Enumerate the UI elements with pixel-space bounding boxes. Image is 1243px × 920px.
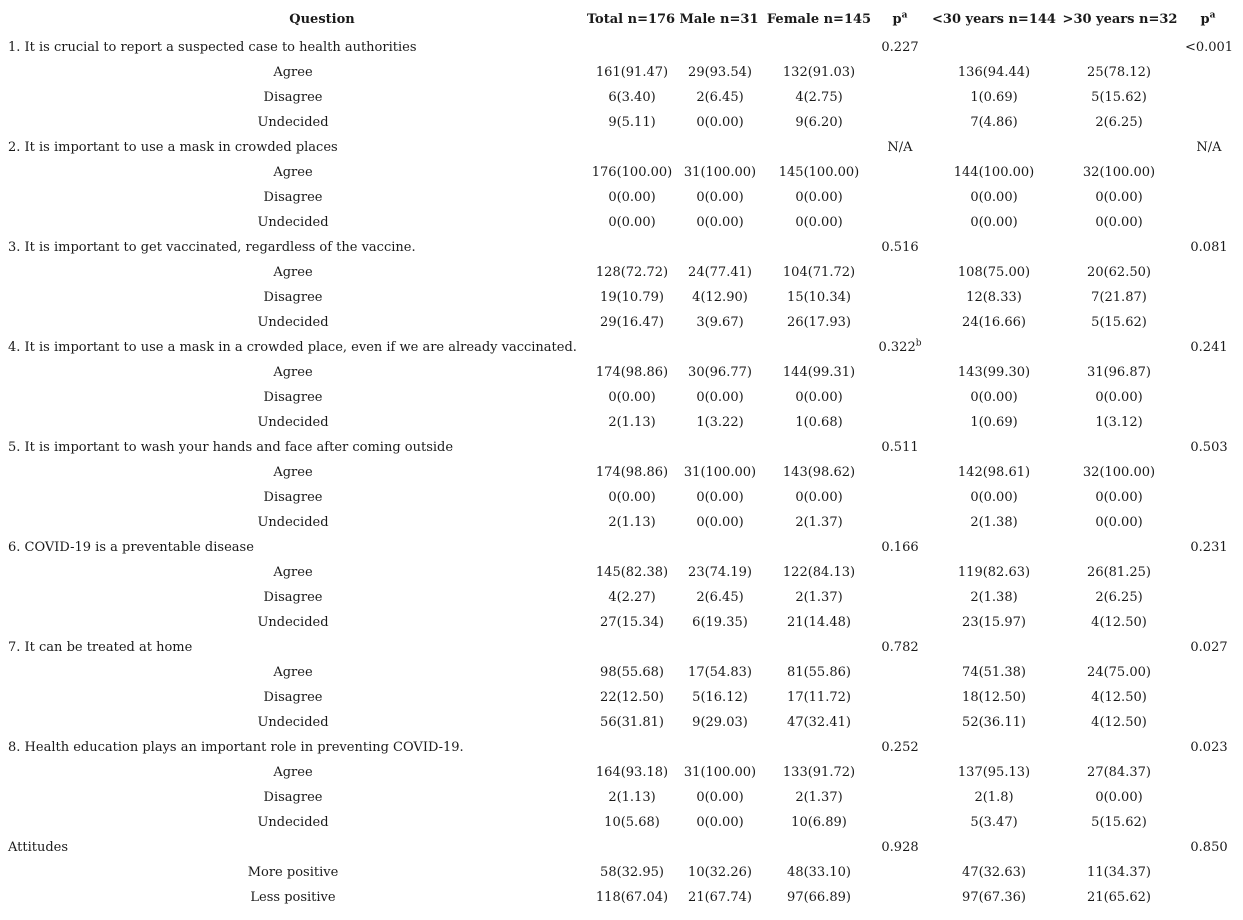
table-row: [0, 710, 1243, 735]
total-cell: 145(82.38): [595, 565, 669, 580]
over-30-cell: 2(6.25): [1095, 590, 1143, 605]
over-30-cell: 31(96.87): [1087, 365, 1151, 380]
question-text: 3. It is important to get vaccinated, regardless of the vaccine.: [8, 240, 416, 255]
female-cell: 144(99.31): [782, 365, 856, 380]
under-30-cell: 23(15.97): [962, 615, 1026, 630]
response-label: Agree: [273, 665, 313, 680]
female-cell: 0(0.00): [795, 190, 843, 205]
total-cell: 6(3.40): [608, 90, 656, 105]
male-cell: 2(6.45): [696, 590, 744, 605]
response-label: Undecided: [257, 215, 329, 230]
total-cell: 58(32.95): [600, 865, 664, 880]
table-row: [0, 360, 1243, 385]
over-30-cell: 5(15.62): [1091, 815, 1147, 830]
question-text: Attitudes: [8, 840, 69, 855]
response-label: More positive: [247, 865, 339, 880]
male-cell: 0(0.00): [696, 490, 744, 505]
question-text: 4. It is important to use a mask in a crowded place, even if we are already vaccinated.: [8, 340, 577, 355]
male-cell: 0(0.00): [696, 815, 744, 830]
header-p-age-label: p: [1200, 12, 1210, 27]
total-cell: 161(91.47): [595, 65, 669, 80]
male-cell: 1(3.22): [696, 415, 744, 430]
total-cell: 29(16.47): [600, 315, 664, 330]
over-30-cell: 0(0.00): [1095, 790, 1143, 805]
p-value-gender-sup: b: [915, 338, 922, 349]
under-30-cell: 2(1.8): [974, 790, 1014, 805]
question-text: 1. It is crucial to report a suspected case to health authorities: [8, 40, 417, 55]
under-30-cell: 5(3.47): [970, 815, 1018, 830]
over-30-cell: 0(0.00): [1095, 215, 1143, 230]
total-cell: 174(98.86): [595, 465, 669, 480]
response-label: Undecided: [257, 415, 329, 430]
over-30-cell: 4(12.50): [1091, 615, 1147, 630]
female-cell: 9(6.20): [795, 115, 843, 130]
response-label: Disagree: [263, 690, 323, 705]
over-30-cell: 25(78.12): [1087, 65, 1151, 80]
female-cell: 2(1.37): [795, 590, 843, 605]
table-row: [0, 810, 1243, 835]
male-cell: 0(0.00): [696, 515, 744, 530]
p-value-gender: [870, 435, 930, 460]
total-cell: 0(0.00): [608, 390, 656, 405]
table-row: [0, 210, 1243, 235]
male-cell: 30(96.77): [688, 365, 752, 380]
p-value-age: 0.231: [1190, 540, 1228, 555]
p-value-gender: [870, 35, 930, 60]
under-30-cell: 143(99.30): [957, 365, 1031, 380]
response-label: Disagree: [263, 90, 323, 105]
under-30-cell: 24(16.66): [962, 315, 1026, 330]
male-cell: 0(0.00): [696, 115, 744, 130]
table-row: [0, 585, 1243, 610]
p-value-gender-text: 0.322: [878, 340, 916, 355]
total-cell: 0(0.00): [608, 490, 656, 505]
response-label: Less positive: [250, 890, 336, 905]
question-text: 6. COVID-19 is a preventable disease: [8, 540, 254, 555]
under-30-cell: 119(82.63): [957, 565, 1031, 580]
p-value-gender-text: 0.166: [881, 540, 919, 555]
total-cell: 19(10.79): [600, 290, 664, 305]
male-cell: 24(77.41): [688, 265, 752, 280]
over-30-cell: 4(12.50): [1091, 690, 1147, 705]
under-30-cell: 1(0.69): [970, 415, 1018, 430]
under-30-cell: 12(8.33): [966, 290, 1022, 305]
male-cell: 0(0.00): [696, 190, 744, 205]
response-label: Disagree: [263, 190, 323, 205]
total-cell: 22(12.50): [600, 690, 664, 705]
question-text: 5. It is important to wash your hands and face after coming outside: [8, 440, 454, 455]
header-female: Female n=145: [766, 12, 872, 27]
p-value-age: 0.023: [1190, 740, 1228, 755]
response-label: Undecided: [257, 315, 329, 330]
under-30-cell: 0(0.00): [970, 190, 1018, 205]
over-30-cell: 26(81.25): [1087, 565, 1151, 580]
under-30-cell: 0(0.00): [970, 390, 1018, 405]
female-cell: 132(91.03): [782, 65, 856, 80]
total-cell: 2(1.13): [608, 415, 656, 430]
female-cell: 143(98.62): [782, 465, 856, 480]
female-cell: 97(66.89): [787, 890, 851, 905]
under-30-cell: 2(1.38): [970, 515, 1018, 530]
header-p-gender-sup: a: [901, 10, 908, 21]
question-text: 2. It is important to use a mask in crowded places: [8, 140, 338, 155]
table-row: [0, 760, 1243, 785]
response-label: Undecided: [257, 715, 329, 730]
p-value-gender: [870, 235, 930, 260]
header-total: Total n=176: [586, 12, 676, 27]
under-30-cell: 18(12.50): [962, 690, 1026, 705]
female-cell: 15(10.34): [787, 290, 851, 305]
under-30-cell: 47(32.63): [962, 865, 1026, 880]
over-30-cell: 4(12.50): [1091, 715, 1147, 730]
table-row: [0, 310, 1243, 335]
total-cell: 176(100.00): [591, 165, 673, 180]
male-cell: 2(6.45): [696, 90, 744, 105]
under-30-cell: 0(0.00): [970, 490, 1018, 505]
p-value-gender: [870, 135, 930, 160]
female-cell: 0(0.00): [795, 490, 843, 505]
female-cell: 26(17.93): [787, 315, 851, 330]
question-text: 8. Health education plays an important role in preventing COVID-19.: [8, 740, 464, 755]
female-cell: 122(84.13): [782, 565, 856, 580]
over-30-cell: 27(84.37): [1087, 765, 1151, 780]
over-30-cell: 7(21.87): [1091, 290, 1147, 305]
male-cell: 23(74.19): [688, 565, 752, 580]
total-cell: 118(67.04): [595, 890, 669, 905]
under-30-cell: 97(67.36): [962, 890, 1026, 905]
table-row: [0, 160, 1243, 185]
p-value-age: 0.027: [1190, 640, 1228, 655]
over-30-cell: 2(6.25): [1095, 115, 1143, 130]
total-cell: 27(15.34): [600, 615, 664, 630]
total-cell: 10(5.68): [604, 815, 660, 830]
male-cell: 0(0.00): [696, 390, 744, 405]
response-label: Undecided: [257, 615, 329, 630]
table-row: [0, 460, 1243, 485]
response-label: Disagree: [263, 590, 323, 605]
header-p-age-sup: a: [1209, 10, 1216, 21]
male-cell: 5(16.12): [692, 690, 748, 705]
p-value-gender-text: 0.511: [881, 440, 919, 455]
question-row: [0, 535, 1243, 560]
total-cell: 98(55.68): [600, 665, 664, 680]
female-cell: 21(14.48): [787, 615, 851, 630]
total-cell: 128(72.72): [595, 265, 669, 280]
male-cell: 0(0.00): [696, 215, 744, 230]
female-cell: 2(1.37): [795, 515, 843, 530]
p-value-gender: [870, 635, 930, 660]
table-row: [0, 285, 1243, 310]
male-cell: 17(54.83): [688, 665, 752, 680]
table-row: [0, 410, 1243, 435]
table-row: [0, 60, 1243, 85]
total-cell: 2(1.13): [608, 515, 656, 530]
response-label: Agree: [273, 465, 313, 480]
table-row: [0, 560, 1243, 585]
question-text: 7. It can be treated at home: [8, 640, 193, 655]
male-cell: 9(29.03): [692, 715, 748, 730]
p-value-gender-text: 0.252: [881, 740, 919, 755]
over-30-cell: 5(15.62): [1091, 90, 1147, 105]
male-cell: 31(100.00): [683, 765, 757, 780]
over-30-cell: 0(0.00): [1095, 190, 1143, 205]
p-value-age: 0.081: [1190, 240, 1228, 255]
header-under-30: <30 years n=144: [932, 12, 1056, 27]
female-cell: 10(6.89): [791, 815, 847, 830]
under-30-cell: 7(4.86): [970, 115, 1018, 130]
question-row: [0, 135, 1243, 160]
header-male: Male n=31: [679, 12, 759, 27]
table-row: [0, 785, 1243, 810]
under-30-cell: 144(100.00): [953, 165, 1035, 180]
question-row: [0, 635, 1243, 660]
total-cell: 0(0.00): [608, 190, 656, 205]
p-value-gender: [870, 835, 930, 860]
header-row: [0, 7, 1243, 32]
question-row: [0, 835, 1243, 860]
table-row: [0, 260, 1243, 285]
p-value-age: 0.850: [1190, 840, 1228, 855]
table-row: [0, 860, 1243, 885]
total-cell: 56(31.81): [600, 715, 664, 730]
response-label: Disagree: [263, 490, 323, 505]
header-p-age: [1188, 7, 1228, 32]
male-cell: 0(0.00): [696, 790, 744, 805]
table-row: [0, 385, 1243, 410]
under-30-cell: 136(94.44): [957, 65, 1031, 80]
response-label: Agree: [273, 265, 313, 280]
male-cell: 21(67.74): [688, 890, 752, 905]
over-30-cell: 0(0.00): [1095, 390, 1143, 405]
male-cell: 6(19.35): [692, 615, 748, 630]
table-row: [0, 485, 1243, 510]
male-cell: 4(12.90): [692, 290, 748, 305]
question-row: [0, 35, 1243, 60]
response-label: Agree: [273, 765, 313, 780]
over-30-cell: 32(100.00): [1082, 465, 1156, 480]
female-cell: 0(0.00): [795, 215, 843, 230]
question-row: [0, 735, 1243, 760]
under-30-cell: 1(0.69): [970, 90, 1018, 105]
over-30-cell: 24(75.00): [1087, 665, 1151, 680]
over-30-cell: 21(65.62): [1087, 890, 1151, 905]
male-cell: 29(93.54): [688, 65, 752, 80]
female-cell: 81(55.86): [787, 665, 851, 680]
male-cell: 3(9.67): [696, 315, 744, 330]
total-cell: 174(98.86): [595, 365, 669, 380]
table-row: [0, 510, 1243, 535]
female-cell: 2(1.37): [795, 790, 843, 805]
question-row: [0, 335, 1243, 360]
header-p-gender: [880, 7, 920, 32]
female-cell: 48(33.10): [787, 865, 851, 880]
under-30-cell: 2(1.38): [970, 590, 1018, 605]
header-question: Question: [289, 12, 355, 27]
under-30-cell: 137(95.13): [957, 765, 1031, 780]
response-label: Undecided: [257, 115, 329, 130]
total-cell: 9(5.11): [608, 115, 656, 130]
response-label: Agree: [273, 365, 313, 380]
male-cell: 10(32.26): [688, 865, 752, 880]
total-cell: 164(93.18): [595, 765, 669, 780]
table-row: [0, 660, 1243, 685]
response-label: Disagree: [263, 790, 323, 805]
p-value-gender-text: 0.782: [881, 640, 919, 655]
female-cell: 47(32.41): [787, 715, 851, 730]
female-cell: 0(0.00): [795, 390, 843, 405]
p-value-age: 0.241: [1190, 340, 1228, 355]
response-label: Undecided: [257, 515, 329, 530]
question-row: [0, 435, 1243, 460]
response-label: Agree: [273, 65, 313, 80]
female-cell: 17(11.72): [787, 690, 851, 705]
p-value-age: 0.503: [1190, 440, 1228, 455]
under-30-cell: 0(0.00): [970, 215, 1018, 230]
total-cell: 2(1.13): [608, 790, 656, 805]
response-label: Disagree: [263, 390, 323, 405]
p-value-gender-text: N/A: [887, 140, 913, 155]
question-row: [0, 235, 1243, 260]
female-cell: 133(91.72): [782, 765, 856, 780]
under-30-cell: 108(75.00): [957, 265, 1031, 280]
over-30-cell: 11(34.37): [1087, 865, 1151, 880]
table-row: [0, 85, 1243, 110]
p-value-age: N/A: [1196, 140, 1222, 155]
table-row: [0, 610, 1243, 635]
female-cell: 1(0.68): [795, 415, 843, 430]
female-cell: 4(2.75): [795, 90, 843, 105]
female-cell: 104(71.72): [782, 265, 856, 280]
p-value-age: <0.001: [1184, 40, 1234, 55]
under-30-cell: 74(51.38): [962, 665, 1026, 680]
response-label: Agree: [273, 165, 313, 180]
over-30-cell: 5(15.62): [1091, 315, 1147, 330]
male-cell: 31(100.00): [683, 465, 757, 480]
table-row: [0, 185, 1243, 210]
table-row: [0, 110, 1243, 135]
p-value-gender-text: 0.516: [881, 240, 919, 255]
total-cell: 4(2.27): [608, 590, 656, 605]
p-value-gender: [870, 735, 930, 760]
over-30-cell: 1(3.12): [1095, 415, 1143, 430]
female-cell: 145(100.00): [778, 165, 860, 180]
p-value-gender-text: 0.928: [881, 840, 919, 855]
table-row: [0, 685, 1243, 710]
response-label: Undecided: [257, 815, 329, 830]
over-30-cell: 20(62.50): [1087, 265, 1151, 280]
under-30-cell: 142(98.61): [957, 465, 1031, 480]
over-30-cell: 0(0.00): [1095, 515, 1143, 530]
under-30-cell: 52(36.11): [962, 715, 1026, 730]
p-value-gender: [870, 535, 930, 560]
male-cell: 31(100.00): [683, 165, 757, 180]
response-label: Agree: [273, 565, 313, 580]
total-cell: 0(0.00): [608, 215, 656, 230]
p-value-gender-text: 0.227: [881, 40, 919, 55]
response-label: Disagree: [263, 290, 323, 305]
table-row: [0, 885, 1243, 910]
header-over-30: >30 years n=32: [1062, 12, 1178, 27]
header-p-gender-label: p: [892, 12, 902, 27]
p-value-gender: [870, 335, 930, 360]
over-30-cell: 0(0.00): [1095, 490, 1143, 505]
over-30-cell: 32(100.00): [1082, 165, 1156, 180]
